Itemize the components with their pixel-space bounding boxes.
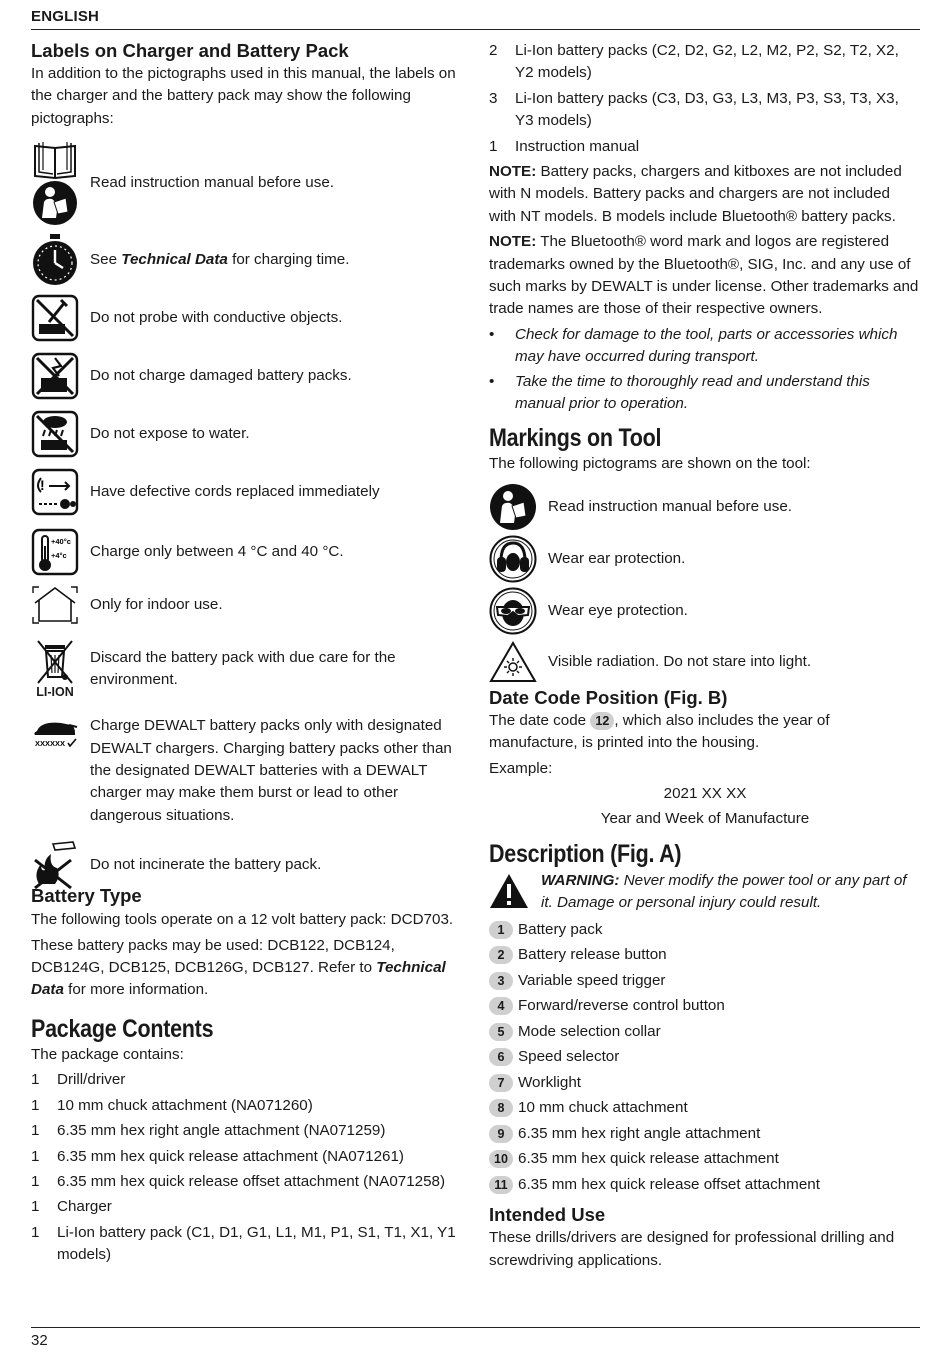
- marking-eye: [489, 586, 921, 636]
- intended-use-text: These drills/drivers are designed for professional drilling and screwdriving applications.: [489, 1229, 895, 1269]
- list-item: 1 Drill/driver: [31, 1071, 126, 1089]
- list-item: 4 Forward/reverse control button: [489, 995, 921, 1017]
- pictograph-timer: [31, 234, 456, 286]
- thermometer-icon: [31, 528, 79, 576]
- note-kitboxes: NOTE: Battery packs, chargers and kitboxes are not included with N models. Battery packs and chargers are not included with NT models. B models include Bluetooth® battery packs.: [489, 163, 902, 225]
- callout-badge: 1: [489, 921, 513, 939]
- callout-badge: 9: [489, 1125, 513, 1143]
- warning-triangle-icon: [489, 873, 529, 909]
- pictograph-temperature-text: Charge only between 4 °C and 40 °C.: [90, 543, 344, 561]
- list-item: 1 Instruction manual: [489, 137, 640, 155]
- list-item: 8 10 mm chuck attachment: [489, 1097, 921, 1119]
- radiation-warning-icon: [489, 641, 537, 683]
- callout-badge: 8: [489, 1099, 513, 1117]
- list-item: 1 Battery pack: [489, 919, 921, 941]
- callout-badge: 11: [489, 1176, 513, 1194]
- callout-badge: 4: [489, 997, 513, 1015]
- list-item: 1 Li-Ion battery pack (C1, D1, G1, L1, M1, P1, S1, T1, X1, Y1 models): [31, 1223, 456, 1264]
- svg-text:!: !: [40, 477, 45, 494]
- list-item: 1 6.35 mm hex quick release attachment (NA071261): [31, 1147, 404, 1165]
- pictograph-indoor-text: Only for indoor use.: [90, 596, 223, 614]
- warning-text: WARNING: Never modify the power tool or any part of it. Damage or personal injury could result.: [541, 871, 907, 912]
- example-label: Example:: [489, 759, 553, 777]
- callout-badge: 3: [489, 972, 513, 990]
- eye-protection-icon: [489, 587, 537, 635]
- pictograph-read-manual-text: Read instruction manual before use.: [90, 174, 334, 192]
- package-contents-heading: Package Contents: [31, 1014, 214, 1043]
- callout-badge: 2: [489, 946, 513, 964]
- list-item: 1 10 mm chuck attachment (NA071260): [31, 1096, 313, 1114]
- description-heading: Description (Fig. A): [489, 839, 682, 868]
- list-item: 3 Li-Ion battery packs (C3, D3, G3, L3, M3, P3, S3, T3, X3, Y3 models): [489, 89, 899, 130]
- svg-text:+4°c: +4°c: [51, 551, 67, 561]
- pictograph-discard-text: Discard the battery pack with due care for the environment.: [90, 648, 396, 689]
- marking-radiation-text: Visible radiation. Do not stare into light.: [548, 652, 812, 670]
- marking-ear: [489, 534, 921, 584]
- list-item: 11 6.35 mm hex quick release offset attachment: [489, 1174, 921, 1196]
- crossed-bin-icon: [35, 637, 75, 685]
- pictograph-indoor: [31, 583, 456, 627]
- stopwatch-icon: [31, 234, 79, 286]
- list-item: • Take the time to thoroughly read and understand this manual prior to operation.: [489, 372, 870, 413]
- battery-type-heading: Battery Type: [31, 885, 142, 907]
- pictograph-dewalt-charger-text: Charge DEWALT battery packs only with designated DEWALT chargers. Charging battery packs other than the designated DEWALT batteries with a DEWALT charger may make them burst or lead to other dangerous situations.: [90, 717, 452, 824]
- svg-text:XXXXXX: XXXXXX: [35, 739, 66, 749]
- date-code-heading: Date Code Position (Fig. B): [489, 686, 728, 708]
- list-item: 7 Worklight: [489, 1072, 921, 1094]
- list-item: 1 6.35 mm hex right angle attachment (NA071259): [31, 1122, 386, 1140]
- pictograph-dewalt-charger: [31, 715, 456, 827]
- markings-intro: The following pictograms are shown on the tool:: [489, 454, 811, 472]
- language-header: ENGLISH: [31, 8, 100, 25]
- read-manual-icon: [32, 180, 78, 226]
- defective-cord-icon: [31, 468, 79, 516]
- pictograph-discard: [31, 635, 456, 701]
- pictograph-read-manual: [31, 138, 456, 228]
- marking-ear-text: Wear ear protection.: [548, 549, 686, 567]
- pictograph-cords: [31, 466, 456, 518]
- read-manual-icon: [489, 483, 537, 531]
- list-item: • Check for damage to the tool, parts or accessories which may have occurred during transport.: [489, 325, 898, 366]
- markings-heading: Markings on Tool: [489, 423, 662, 452]
- no-water-icon: [31, 410, 79, 458]
- callout-badge: 6: [489, 1048, 513, 1066]
- list-item: 2 Li-Ion battery packs (C2, D2, G2, L2, M2, P2, S2, T2, X2, Y2 models): [489, 42, 899, 82]
- pictograph-timer-text: See Technical Data for charging time.: [90, 251, 350, 269]
- pictograph-no-damaged-text: Do not charge damaged battery packs.: [90, 367, 352, 385]
- battery-type-p1: The following tools operate on a 12 volt battery pack: DCD703.: [31, 911, 454, 929]
- list-item: 9 6.35 mm hex right angle attachment: [489, 1123, 921, 1145]
- intended-use-heading: Intended Use: [489, 1204, 606, 1226]
- date-code-text: The date code 12 , which also includes the year of manufacture, is printed into the housing.: [489, 711, 830, 752]
- list-item: 1 6.35 mm hex quick release offset attachment (NA071258): [31, 1172, 446, 1190]
- list-item: 5 Mode selection collar: [489, 1021, 921, 1043]
- pictograph-no-water: [31, 408, 456, 460]
- note-bluetooth: NOTE: The Bluetooth® word mark and logos are registered trademarks owned by the Bluetooth®, SIG, Inc. and any use of such marks by DEWALT is under license. Other trademarks and trade names are those of their respective owners.: [489, 233, 919, 318]
- list-item: 6 Speed selector: [489, 1046, 921, 1068]
- callout-badge: 7: [489, 1074, 513, 1092]
- parts-list: [489, 919, 921, 1196]
- callout-badge: 12: [590, 712, 614, 730]
- example-code: 2021 XX XX: [663, 785, 747, 803]
- battery-type-p2: These battery packs may be used: DCB122, DCB124, DCB124G, DCB125, DCB126G, DCB127. Refer to Technical Data for more information.: [31, 936, 446, 999]
- page-number: 32: [31, 1332, 48, 1349]
- list-item: 3 Variable speed trigger: [489, 970, 921, 992]
- pictograph-no-probe: [31, 292, 456, 344]
- example-caption: Year and Week of Manufacture: [600, 809, 810, 827]
- no-probe-icon: [31, 294, 79, 342]
- header-rule: [31, 29, 920, 30]
- book-icon: [32, 140, 78, 180]
- marking-radiation: [489, 640, 921, 684]
- pictograph-no-damaged: [31, 350, 456, 402]
- bullet-list: [489, 324, 921, 416]
- package-list-continued: [489, 40, 921, 158]
- ear-protection-icon: [489, 535, 537, 583]
- warning-block: [489, 870, 921, 915]
- list-item: 1 Charger: [31, 1198, 112, 1216]
- marking-eye-text: Wear eye protection.: [548, 601, 688, 619]
- pictograph-cords-text: Have defective cords replaced immediately: [90, 483, 380, 501]
- list-item: 10 6.35 mm hex quick release attachment: [489, 1148, 921, 1170]
- labels-intro: In addition to the pictographs used in this manual, the labels on the charger and the battery pack may show the following pictographs:: [31, 65, 456, 127]
- pictograph-no-probe-text: Do not probe with conductive objects.: [90, 309, 343, 327]
- svg-text:+40°c: +40°c: [51, 537, 71, 547]
- list-item: 2 Battery release button: [489, 944, 921, 966]
- pictograph-temperature: [31, 526, 456, 578]
- package-intro: The package contains:: [31, 1045, 184, 1063]
- marking-read-manual-text: Read instruction manual before use.: [548, 497, 792, 515]
- marking-read-manual: [489, 482, 921, 532]
- left-column: [31, 38, 456, 1270]
- pictograph-incinerate-text: Do not incinerate the battery pack.: [90, 856, 322, 874]
- liion-label: LI-ION: [36, 685, 74, 700]
- callout-badge: 5: [489, 1023, 513, 1041]
- charger-icon: [31, 719, 79, 749]
- right-column: [489, 40, 921, 1272]
- no-damaged-battery-icon: [31, 352, 79, 400]
- footer-rule: [31, 1327, 920, 1328]
- indoor-house-icon: [31, 585, 79, 625]
- package-list: [31, 1069, 456, 1266]
- labels-heading: Labels on Charger and Battery Pack: [31, 40, 349, 61]
- callout-badge: 10: [489, 1150, 513, 1168]
- pictograph-no-water-text: Do not expose to water.: [90, 425, 250, 443]
